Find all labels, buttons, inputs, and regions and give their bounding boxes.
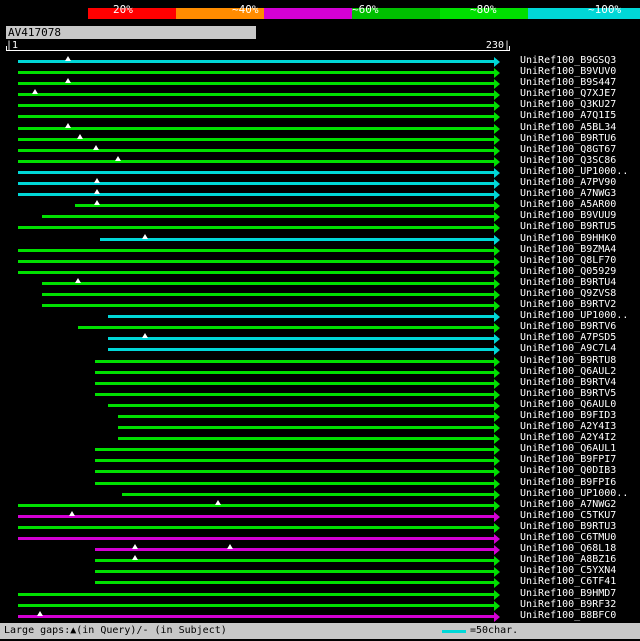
- large-gap-marker-icon: [75, 278, 81, 283]
- alignment-arrow-icon: [494, 246, 500, 256]
- alignment-arrow-icon: [494, 590, 500, 600]
- alignment-label[interactable]: UniRef100_B9FID3: [520, 410, 617, 421]
- alignment-bar[interactable]: [18, 515, 494, 518]
- alignment-arrow-icon: [494, 223, 500, 233]
- large-gap-marker-icon: [94, 189, 100, 194]
- alignment-label[interactable]: UniRef100_Q9ZVS8: [520, 287, 617, 299]
- alignment-arrow-icon: [494, 57, 500, 67]
- alignment-bar[interactable]: [18, 615, 494, 618]
- alignment-arrow-icon: [494, 556, 500, 566]
- alignment-bar[interactable]: [95, 581, 494, 584]
- alignment-label[interactable]: UniRef100_B9RF32: [520, 598, 617, 610]
- alignment-bar[interactable]: [95, 459, 494, 462]
- alignment-bar[interactable]: [108, 404, 494, 407]
- alignment-label[interactable]: UniRef100_Q6AUL2: [520, 365, 617, 377]
- alignment-label[interactable]: UniRef100_C6TMU0: [520, 532, 617, 544]
- alignment-arrow-icon: [494, 68, 500, 78]
- alignment-label[interactable]: UniRef100_C5YXN4: [520, 565, 617, 577]
- alignment-label[interactable]: UniRef100_B9RTU6: [520, 132, 617, 144]
- alignment-arrow-icon: [494, 124, 500, 134]
- alignment-arrow-icon: [494, 279, 500, 289]
- large-gap-marker-icon: [32, 89, 38, 94]
- alignment-bar[interactable]: [42, 215, 494, 218]
- alignment-label[interactable]: UniRef100_Q8GT67: [520, 143, 617, 155]
- alignment-bar[interactable]: [118, 437, 494, 440]
- alignment-arrow-icon: [494, 201, 500, 211]
- alignment-arrow-icon: [494, 323, 500, 333]
- legend-label-1: ~40%: [232, 3, 259, 16]
- alignment-arrow-icon: [494, 290, 500, 300]
- alignment-label[interactable]: UniRef100_B9RTV4: [520, 376, 617, 388]
- alignment-label[interactable]: UniRef100_B9RTU5: [520, 221, 617, 233]
- alignment-arrow-icon: [494, 501, 500, 511]
- alignment-label[interactable]: UniRef100_Q7XJE7: [520, 88, 617, 100]
- alignment-bar[interactable]: [18, 127, 494, 130]
- alignment-arrow-icon: [494, 545, 500, 555]
- alignment-arrow-icon: [494, 434, 500, 444]
- large-gap-marker-icon: [227, 544, 233, 549]
- alignment-label[interactable]: UniRef100_B9VUV0: [520, 66, 617, 78]
- alignment-bar[interactable]: [95, 371, 494, 374]
- alignment-label[interactable]: UniRef100_A2Y4I3: [520, 421, 617, 433]
- alignment-bar[interactable]: [108, 315, 494, 318]
- ruler-start-label: |1: [6, 40, 19, 51]
- alignment-label[interactable]: UniRef100_B9VUU9: [520, 210, 617, 222]
- alignment-label[interactable]: UniRef100_UP1000..: [520, 487, 629, 499]
- large-gap-marker-icon: [215, 500, 221, 505]
- alignment-label[interactable]: UniRef100_A7NWG3: [520, 188, 617, 200]
- alignment-label[interactable]: UniRef100_B9S447: [520, 77, 617, 89]
- legend-segment-0: [0, 8, 88, 19]
- alignment-label[interactable]: UniRef100_Q3KU27: [520, 99, 617, 111]
- alignment-arrow-icon: [494, 312, 500, 322]
- alignment-bar[interactable]: [18, 504, 494, 507]
- large-gap-marker-icon: [77, 134, 83, 139]
- alignment-label[interactable]: UniRef100_B9RTU4: [520, 276, 617, 288]
- large-gap-marker-icon: [94, 200, 100, 205]
- alignment-label[interactable]: UniRef100_A9C7L4: [520, 343, 617, 355]
- large-gap-marker-icon: [142, 234, 148, 239]
- alignment-label[interactable]: UniRef100_Q8LF70: [520, 254, 617, 266]
- gap-legend-text: Large gaps:▲(in Query)/- (in Subject): [4, 625, 227, 636]
- alignment-label[interactable]: UniRef100_B9FPI6: [520, 476, 617, 488]
- alignment-arrow-icon: [494, 301, 500, 311]
- query-ruler: [6, 41, 510, 53]
- alignment-label[interactable]: UniRef100_A7Q1I5: [520, 110, 617, 122]
- alignment-label[interactable]: UniRef100_Q05929: [520, 265, 617, 277]
- alignment-label[interactable]: UniRef100_B9RTU8: [520, 354, 617, 366]
- alignment-bar[interactable]: [18, 193, 494, 196]
- alignment-arrow-icon: [494, 412, 500, 422]
- alignment-bar[interactable]: [108, 337, 494, 340]
- alignment-arrow-icon: [494, 357, 500, 367]
- alignment-label[interactable]: UniRef100_Q68L18: [520, 543, 617, 555]
- alignment-bar[interactable]: [18, 526, 494, 529]
- alignment-arrow-icon: [494, 101, 500, 111]
- legend-segment-6: [528, 8, 640, 19]
- large-gap-marker-icon: [132, 544, 138, 549]
- alignment-arrow-icon: [494, 578, 500, 588]
- alignment-bar[interactable]: [18, 260, 494, 263]
- alignment-arrow-icon: [494, 157, 500, 167]
- large-gap-marker-icon: [65, 123, 71, 128]
- alignment-arrow-icon: [494, 456, 500, 466]
- large-gap-marker-icon: [132, 555, 138, 560]
- alignment-arrow-icon: [494, 467, 500, 477]
- alignment-label[interactable]: UniRef100_B9GSQ3: [520, 55, 617, 66]
- alignment-bar[interactable]: [122, 493, 494, 496]
- alignment-label[interactable]: UniRef100_Q3SC86: [520, 154, 617, 166]
- alignment-bar[interactable]: [18, 60, 494, 63]
- alignment-bar[interactable]: [78, 326, 494, 329]
- alignment-bar[interactable]: [42, 282, 494, 285]
- alignment-arrow-icon: [494, 235, 500, 245]
- query-id-bar: AV417078: [6, 26, 256, 39]
- alignment-bar[interactable]: [118, 415, 494, 418]
- alignment-arrow-icon: [494, 368, 500, 378]
- identity-legend: [0, 4, 640, 22]
- alignment-bar[interactable]: [95, 470, 494, 473]
- large-gap-marker-icon: [142, 333, 148, 338]
- alignment-arrow-icon: [494, 512, 500, 522]
- alignment-label[interactable]: UniRef100_A7PV90: [520, 177, 617, 189]
- alignment-label[interactable]: UniRef100_B8BFC0: [520, 609, 617, 621]
- alignment-arrow-icon: [494, 612, 500, 622]
- ruler-end-label: 230|: [485, 40, 510, 51]
- alignment-arrow-icon: [494, 445, 500, 455]
- alignment-label[interactable]: UniRef100_B9HMD7: [520, 587, 617, 599]
- alignment-arrow-icon: [494, 112, 500, 122]
- large-gap-marker-icon: [69, 511, 75, 516]
- alignment-label[interactable]: UniRef100_A5AR00: [520, 199, 617, 211]
- alignment-bar[interactable]: [42, 293, 494, 296]
- alignment-arrow-icon: [494, 334, 500, 344]
- large-gap-marker-icon: [94, 178, 100, 183]
- alignment-bar[interactable]: [18, 249, 494, 252]
- alignment-label[interactable]: UniRef100_C6TF41: [520, 576, 617, 588]
- alignment-bar[interactable]: [18, 604, 494, 607]
- alignment-bar[interactable]: [18, 160, 494, 163]
- alignment-arrow-icon: [494, 423, 500, 433]
- alignment-label[interactable]: UniRef100_B9ZMA4: [520, 243, 617, 255]
- alignment-label[interactable]: UniRef100_A8BZ16: [520, 554, 617, 566]
- alignment-label[interactable]: UniRef100_Q0DIB3: [520, 465, 617, 477]
- legend-label-4: ~100%: [588, 3, 622, 16]
- alignment-arrow-icon: [494, 401, 500, 411]
- alignment-label[interactable]: UniRef100_Q6AUL0: [520, 398, 617, 410]
- alignment-rows: [0, 56, 640, 622]
- alignment-label[interactable]: UniRef100_B9FPI7: [520, 454, 617, 466]
- alignment-bar[interactable]: [95, 482, 494, 485]
- alignment-bar[interactable]: [18, 537, 494, 540]
- alignment-bar[interactable]: [18, 149, 494, 152]
- alignment-bar[interactable]: [18, 271, 494, 274]
- alignment-arrow-icon: [494, 190, 500, 200]
- alignment-row[interactable]: [0, 611, 640, 622]
- alignment-arrow-icon: [494, 146, 500, 156]
- alignment-arrow-icon: [494, 168, 500, 178]
- alignment-label[interactable]: UniRef100_UP1000..: [520, 165, 629, 177]
- alignment-label[interactable]: UniRef100_UP1000..: [520, 310, 629, 322]
- alignment-label[interactable]: UniRef100_A5BL34: [520, 121, 617, 133]
- alignment-bar[interactable]: [18, 104, 494, 107]
- alignment-label[interactable]: UniRef100_B9RTU3: [520, 520, 617, 532]
- alignment-label[interactable]: UniRef100_A7NWG2: [520, 498, 617, 510]
- alignment-bar[interactable]: [95, 360, 494, 363]
- legend-label-2: ~60%: [352, 3, 379, 16]
- alignment-bar[interactable]: [18, 226, 494, 229]
- large-gap-marker-icon: [37, 611, 43, 616]
- alignment-arrow-icon: [494, 479, 500, 489]
- alignment-label[interactable]: UniRef100_B9RTV6: [520, 321, 617, 333]
- alignment-label[interactable]: UniRef100_B9RTV2: [520, 299, 617, 311]
- alignment-bar[interactable]: [18, 593, 494, 596]
- alignment-bar[interactable]: [108, 348, 494, 351]
- alignment-bar[interactable]: [95, 393, 494, 396]
- alignment-bar[interactable]: [95, 448, 494, 451]
- alignment-bar[interactable]: [95, 570, 494, 573]
- alignment-bar[interactable]: [42, 304, 494, 307]
- alignment-label[interactable]: UniRef100_Q6AUL1: [520, 443, 617, 455]
- large-gap-marker-icon: [93, 145, 99, 150]
- alignment-label[interactable]: UniRef100_B9RTV5: [520, 387, 617, 399]
- alignment-arrow-icon: [494, 268, 500, 278]
- alignment-arrow-icon: [494, 567, 500, 577]
- large-gap-marker-icon: [65, 56, 71, 61]
- alignment-arrow-icon: [494, 345, 500, 355]
- alignment-arrow-icon: [494, 257, 500, 267]
- alignment-arrow-icon: [494, 490, 500, 500]
- alignment-bar[interactable]: [18, 82, 494, 85]
- alignment-bar[interactable]: [75, 204, 494, 207]
- alignment-bar[interactable]: [18, 71, 494, 74]
- alignment-arrow-icon: [494, 212, 500, 222]
- alignment-bar[interactable]: [18, 182, 494, 185]
- alignment-bar[interactable]: [95, 559, 494, 562]
- alignment-bar[interactable]: [95, 548, 494, 551]
- footer-legend: [0, 623, 640, 639]
- alignment-arrow-icon: [494, 534, 500, 544]
- large-gap-marker-icon: [65, 78, 71, 83]
- alignment-bar[interactable]: [100, 238, 494, 241]
- alignment-bar[interactable]: [18, 138, 494, 141]
- alignment-label[interactable]: UniRef100_C5TKU7: [520, 509, 617, 521]
- alignment-bar[interactable]: [95, 382, 494, 385]
- large-gap-marker-icon: [115, 156, 121, 161]
- legend-label-3: ~80%: [470, 3, 497, 16]
- legend-label-0: 20%: [113, 3, 133, 16]
- alignment-bar[interactable]: [18, 115, 494, 118]
- alignment-arrow-icon: [494, 79, 500, 89]
- alignment-bar[interactable]: [18, 93, 494, 96]
- alignment-label[interactable]: UniRef100_A2Y4I2: [520, 432, 617, 444]
- alignment-label[interactable]: UniRef100_B9HHK0: [520, 232, 617, 244]
- alignment-arrow-icon: [494, 179, 500, 189]
- legend-segment-3: [264, 8, 352, 19]
- alignment-arrow-icon: [494, 379, 500, 389]
- alignment-bar[interactable]: [18, 171, 494, 174]
- scale-legend-text: =50char.: [470, 625, 519, 636]
- alignment-arrow-icon: [494, 390, 500, 400]
- alignment-arrow-icon: [494, 90, 500, 100]
- alignment-bar[interactable]: [118, 426, 494, 429]
- ruler-line: [6, 50, 510, 51]
- scale-bar: [442, 630, 466, 633]
- alignment-arrow-icon: [494, 523, 500, 533]
- alignment-arrow-icon: [494, 135, 500, 145]
- alignment-arrow-icon: [494, 601, 500, 611]
- alignment-label[interactable]: UniRef100_A7PSD5: [520, 332, 617, 344]
